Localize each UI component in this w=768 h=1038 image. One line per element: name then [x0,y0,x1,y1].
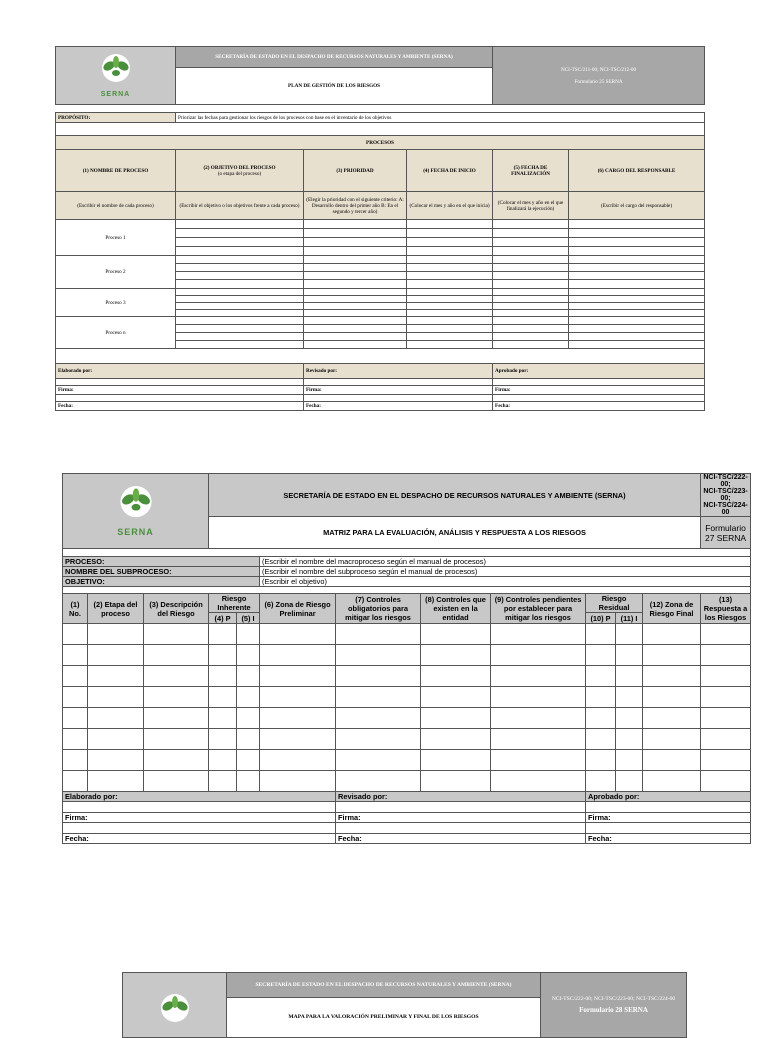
aprobado-label: Aprobado por: [586,792,751,802]
form-28-mapa-riesgos [122,972,687,1038]
instruction-3: (Elegir la prioridad con el siguiente criterio: A: Desarrollo dentro del primer año B: En el segundo y tercer año) [304,192,407,220]
col-descripcion: (3) Descripción del Riesgo [144,594,209,624]
form-title: MATRIZ PARA LA EVALUACIÓN, ANÁLISIS Y RESPUESTA A LOS RIESGOS [209,517,701,549]
revisado-label: Revisado por: [336,792,586,802]
form-number: Formulario 25 SERNA [574,78,623,85]
code-list: NCI-TSC/222-00; NCI-TSC/223-00; NCI-TSC/224-00 [551,996,676,1002]
code-list: NCI-TSC/211-00; NCI-TSC/212-00 [560,66,637,73]
process-1-label: Proceso 1 [56,220,176,256]
instruction-2: (Escribir el objetivo o los objetivos frente a cada proceso) [176,192,304,220]
revisado-label: Revisado por: [304,364,493,379]
form-number: Formulario 28 SERNA [579,1006,648,1014]
table-row[interactable] [63,645,751,666]
form-codes [493,47,705,105]
elaborado-label: Elaborado por: [63,792,336,802]
logo-text: SERNA [100,91,131,98]
form-codes: NCI-TSC/222-00; NCI-TSC/223-00; NCI-TSC/224-00 [701,474,751,517]
firma-label-2: Firma: [304,386,493,395]
subproceso-value[interactable]: (Escribir el nombre del subproceso según el manual de procesos) [260,567,751,577]
header-nombre-proceso: (1) NOMBRE DE PROCESO [56,150,176,192]
table-row[interactable] [63,771,751,792]
instruction-4: (Colocar el mes y año en el que inicia) [407,192,493,220]
instruction-1: (Escribir el nombre de cada proceso) [56,192,176,220]
elaborado-label: Elaborado por: [56,364,304,379]
section-procesos: PROCESOS [56,136,705,150]
serna-leaf-logo-icon [113,485,159,525]
fecha-label-2: Fecha: [304,402,493,411]
firma-label-1: Firma: [63,813,336,823]
col-no: (1) No. [63,594,88,624]
form-codes [541,973,687,1038]
serna-logo [123,973,227,1038]
header-fecha-inicio: (4) FECHA DE INICIO [407,150,493,192]
process-n-label: Proceso n [56,317,176,349]
agency-name: SECRETARÍA DE ESTADO EN EL DESPACHO DE RECURSOS NATURALES Y AMBIENTE (SERNA) [227,973,541,998]
col-p-inherente: (4) P [209,613,237,624]
col-respuesta: (13) Respuesta a los Riesgos [701,594,751,624]
firma-label-3: Firma: [586,813,751,823]
form-title: MAPA PARA LA VALORACIÓN PRELIMINAR Y FINAL DE LOS RIESGOS [227,998,541,1038]
serna-logo [56,47,176,105]
fecha-label-1: Fecha: [63,834,336,844]
form-title: PLAN DE GESTIÓN DE LOS RIESGOS [176,68,493,105]
proceso-value[interactable]: (Escribir el nombre del macroproceso según el manual de procesos) [260,557,751,567]
process-2-label: Proceso 2 [56,256,176,289]
objetivo-value[interactable]: (Escribir el objetivo) [260,577,751,587]
table-row[interactable] [63,708,751,729]
fecha-label-3: Fecha: [586,834,751,844]
col-zona-preliminar: (6) Zona de Riesgo Preliminar [260,594,336,624]
table-row[interactable] [63,666,751,687]
purpose-label: PROPÓSITO: [56,113,176,123]
col-riesgo-inherente: Riesgo Inherente [209,594,260,613]
table-row[interactable] [63,687,751,708]
table-row[interactable] [63,729,751,750]
serna-logo [63,474,209,549]
col-controles-pendientes: (9) Controles pendientes por establecer para mitigar los riesgos [491,594,586,624]
agency-name: SECRETARÍA DE ESTADO EN EL DESPACHO DE RECURSOS NATURALES Y AMBIENTE (SERNA) [209,474,701,517]
fecha-label-1: Fecha: [56,402,304,411]
header-prioridad: (3) PRIORIDAD [304,150,407,192]
form-27-matriz-riesgos [62,473,751,844]
agency-name: SECRETARÍA DE ESTADO EN EL DESPACHO DE RECURSOS NATURALES Y AMBIENTE (SERNA) [176,47,493,68]
aprobado-label: Aprobado por: [493,364,705,379]
fecha-label-3: Fecha: [493,402,705,411]
proceso-label: PROCESO: [63,557,260,567]
header-cargo-responsable: (6) CARGO DEL RESPONSABLE [569,150,705,192]
header-fecha-finalizacion: (5) FECHA DE FINALIZACIÓN [493,150,569,192]
subproceso-label: NOMBRE DEL SUBPROCESO: [63,567,260,577]
col-etapa: (2) Etapa del proceso [88,594,144,624]
col-i-inherente: (5) I [237,613,260,624]
objetivo-label: OBJETIVO: [63,577,260,587]
process-3-label: Proceso 3 [56,289,176,317]
form-25-plan-gestion-riesgos [55,46,705,411]
header-objetivo-proceso: (2) OBJETIVO DEL PROCESO (o etapa del proceso) [176,150,304,192]
col-i-residual: (11) I [616,613,643,624]
logo-text: SERNA [117,527,154,537]
instruction-5: (Colocar el mes y año en el que finalizará la ejecución) [493,192,569,220]
serna-leaf-logo-icon [96,53,136,89]
col-zona-final: (12) Zona de Riesgo Final [643,594,701,624]
firma-label-2: Firma: [336,813,586,823]
firma-label-1: Firma: [56,386,304,395]
purpose-text[interactable]: Priorizar las fechas para gestionar los riesgos de los procesos con base en el inventario de los objetivos [176,113,705,123]
table-row[interactable] [63,750,751,771]
col-controles-existentes: (8) Controles que existen en la entidad [421,594,491,624]
col-riesgo-residual: Riesgo Residual [586,594,643,613]
col-controles-obligatorios: (7) Controles obligatorios para mitigar los riesgos [336,594,421,624]
fecha-label-2: Fecha: [336,834,586,844]
firma-label-3: Firma: [493,386,705,395]
form-number: Formulario 27 SERNA [701,517,751,549]
instruction-6: (Escribir el cargo del responsable) [569,192,705,220]
table-row[interactable] [63,624,751,645]
col-p-residual: (10) P [586,613,616,624]
